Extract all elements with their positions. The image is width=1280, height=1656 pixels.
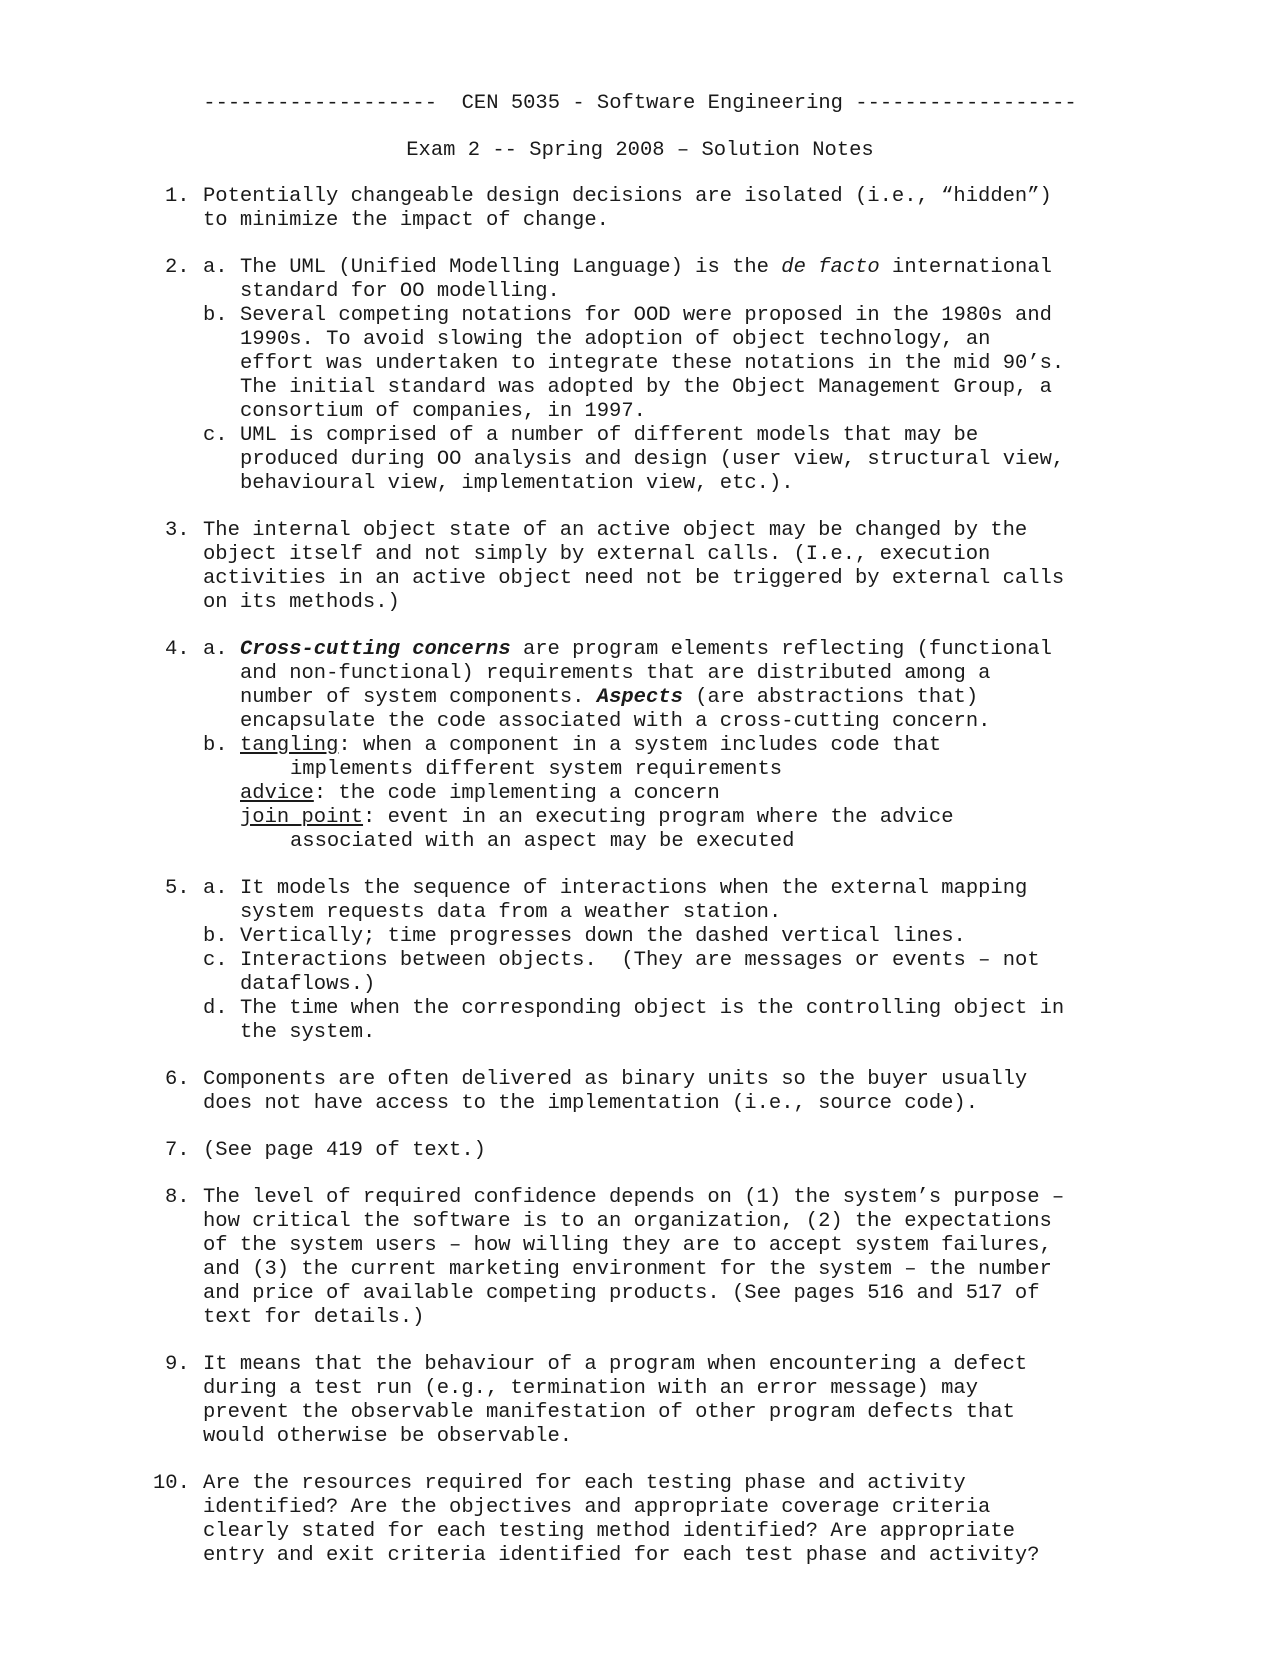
- q6-line: Components are often delivered as binary units so the buyer usually: [203, 1068, 1028, 1091]
- q8-line: text for details.): [203, 1306, 425, 1329]
- q3-line: on its methods.): [203, 591, 400, 614]
- q2b-line: 1990s. To avoid slowing the adoption of object technology, an: [240, 328, 991, 351]
- course-title: ------------------- CEN 5035 - Software Engineering ------------------: [203, 92, 1077, 115]
- tangling-definition: [240, 734, 941, 758]
- q7-line: (See page 419 of text.): [203, 1139, 486, 1162]
- q4a-text: are program elements reflecting (functional: [510, 638, 1052, 661]
- q5b-label: b.: [203, 925, 228, 948]
- q8-line: and price of available competing products. (See pages 516 and 517 of: [203, 1282, 1040, 1305]
- q9-line: It means that the behaviour of a program when encountering a defect: [203, 1353, 1028, 1376]
- tangling-text: implements different system requirements: [290, 758, 783, 781]
- q4-number: 4.: [165, 638, 190, 661]
- q9-line: during a test run (e.g., termination with an error message) may: [203, 1377, 979, 1400]
- q2a-line: standard for OO modelling.: [240, 280, 560, 303]
- q9-number: 9.: [165, 1353, 190, 1376]
- q10-line: Are the resources required for each testing phase and activity: [203, 1472, 966, 1495]
- exam-title: Exam 2 -- Spring 2008 – Solution Notes: [406, 139, 874, 162]
- aspects-term: Aspects: [596, 686, 683, 709]
- join-point-term: join point: [240, 806, 364, 829]
- q8-line: how critical the software is to an organization, (2) the expectations: [203, 1210, 1052, 1233]
- q1-line: Potentially changeable design decisions are isolated (i.e., “hidden”): [203, 185, 1052, 208]
- q4a-line: [240, 638, 1052, 662]
- q3-line: The internal object state of an active object may be changed by the: [203, 519, 1028, 542]
- q1-number: 1.: [165, 185, 190, 208]
- q2a-text: international: [879, 256, 1052, 279]
- q3-line: object itself and not simply by external calls. (I.e., execution: [203, 543, 991, 566]
- q5a-line: It models the sequence of interactions when the external mapping: [240, 877, 1028, 900]
- q7-number: 7.: [165, 1139, 190, 1162]
- q9-line: prevent the observable manifestation of other program defects that: [203, 1401, 1015, 1424]
- q5d-line: The time when the corresponding object is the controlling object in: [240, 997, 1065, 1020]
- q5c-line: dataflows.): [240, 973, 376, 996]
- q8-line: and (3) the current marketing environment for the system – the number: [203, 1258, 1052, 1281]
- q2b-line: The initial standard was adopted by the Object Management Group, a: [240, 376, 1052, 399]
- tangling-term: tangling: [240, 734, 339, 757]
- q2b-label: b.: [203, 304, 228, 327]
- q2b-line: Several competing notations for OOD were proposed in the 1980s and: [240, 304, 1052, 327]
- q3-line: activities in an active object need not be triggered by external calls: [203, 567, 1065, 590]
- q10-line: identified? Are the objectives and appropriate coverage criteria: [203, 1496, 991, 1519]
- q2b-line: consortium of companies, in 1997.: [240, 400, 646, 423]
- q5a-label: a.: [203, 877, 228, 900]
- q10-line: clearly stated for each testing method identified? Are appropriate: [203, 1520, 1015, 1543]
- q4b-label: b.: [203, 734, 228, 757]
- q5c-label: c.: [203, 949, 228, 972]
- q4a-line: and non-functional) requirements that are distributed among a: [240, 662, 991, 685]
- join-point-text: : event in an executing program where the advice: [363, 806, 954, 829]
- q2c-line: produced during OO analysis and design (user view, structural view,: [240, 448, 1065, 471]
- q8-line: of the system users – how willing they are to accept system failures,: [203, 1234, 1052, 1257]
- q2a-label: a.: [203, 256, 228, 279]
- q2c-line: UML is comprised of a number of different models that may be: [240, 424, 979, 447]
- q6-number: 6.: [165, 1068, 190, 1091]
- q9-line: would otherwise be observable.: [203, 1425, 573, 1448]
- q5c-line: Interactions between objects. (They are messages or events – not: [240, 949, 1040, 972]
- q4a-label: a.: [203, 638, 228, 661]
- tangling-text: : when a component in a system includes code that: [338, 734, 942, 757]
- q2b-line: effort was undertaken to integrate these notations in the mid 90’s.: [240, 352, 1065, 375]
- q4a-line: [240, 686, 978, 710]
- q10-number: 10.: [153, 1472, 190, 1495]
- q2-number: 2.: [165, 256, 190, 279]
- q2c-label: c.: [203, 424, 228, 447]
- cross-cutting-concerns-term: Cross-cutting concerns: [240, 638, 511, 661]
- q3-number: 3.: [165, 519, 190, 542]
- join-point-definition: [240, 806, 954, 830]
- advice-term: advice: [240, 782, 314, 805]
- advice-text: : the code implementing a concern: [313, 782, 720, 805]
- q8-number: 8.: [165, 1186, 190, 1209]
- q8-line: The level of required confidence depends on (1) the system’s purpose –: [203, 1186, 1065, 1209]
- q2a-line: [240, 256, 1052, 280]
- q5-number: 5.: [165, 877, 190, 900]
- q1-line: to minimize the impact of change.: [203, 209, 609, 232]
- q5a-line: system requests data from a weather station.: [240, 901, 782, 924]
- q5d-line: the system.: [240, 1021, 376, 1044]
- de-facto-emphasis: de facto: [781, 256, 880, 279]
- advice-definition: [240, 782, 720, 806]
- q10-line: entry and exit criteria identified for each test phase and activity?: [203, 1544, 1040, 1567]
- q4a-line: encapsulate the code associated with a cross-cutting concern.: [240, 710, 991, 733]
- q5b-line: Vertically; time progresses down the dashed vertical lines.: [240, 925, 966, 948]
- q6-line: does not have access to the implementation (i.e., source code).: [203, 1092, 979, 1115]
- q4a-text: (are abstractions that): [682, 686, 979, 709]
- q4a-text: number of system components.: [240, 686, 597, 709]
- q2a-text: The UML (Unified Modelling Language) is the: [240, 256, 782, 279]
- q5d-label: d.: [203, 997, 228, 1020]
- q2c-line: behavioural view, implementation view, etc.).: [240, 472, 794, 495]
- join-point-text: associated with an aspect may be executed: [290, 830, 795, 853]
